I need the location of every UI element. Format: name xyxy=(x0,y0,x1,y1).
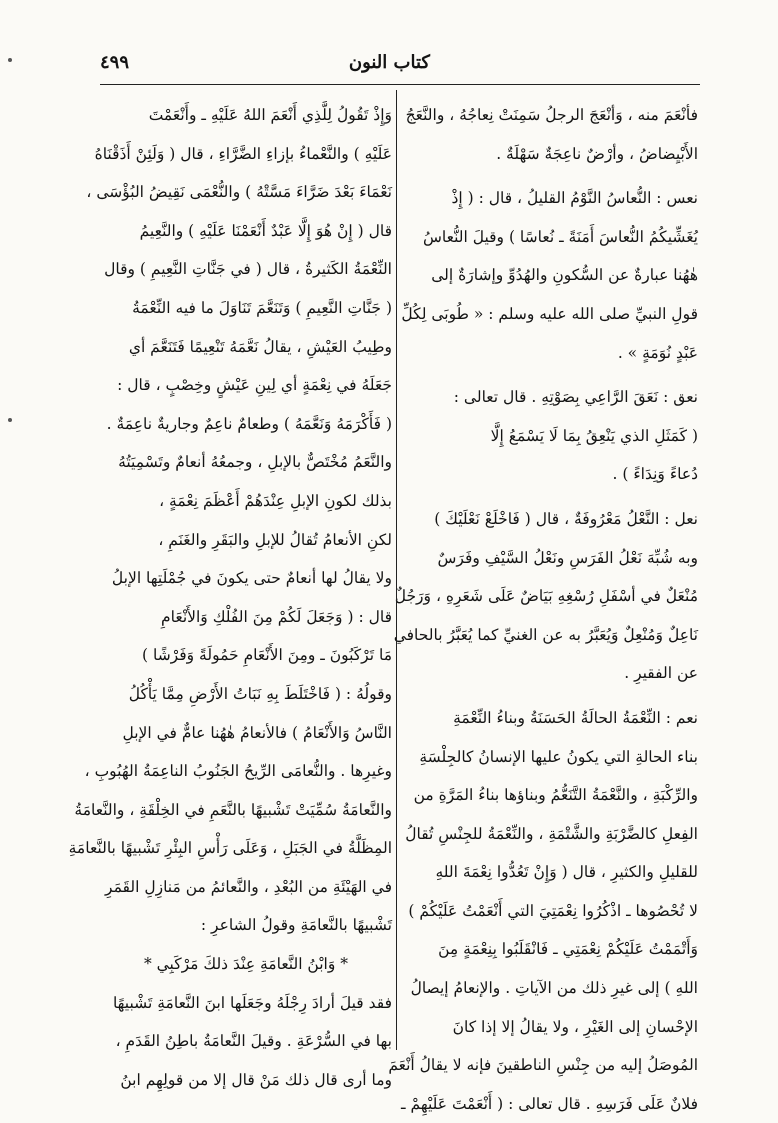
text-line: المِظَلَّةُ في الجَبَلِ ، وَعَلَى رَأْسِ البِئْرِ تَشْبيهًا بالنَّعامَةِ xyxy=(68,839,392,858)
verse-line: * وَابْنُ النَّعامَةِ عِنْدَ ذلكَ مَرْكَبِي * xyxy=(143,955,349,974)
left-column xyxy=(68,96,392,1089)
text-line: وطِيبُ العَيْشِ ، يقالُ نَعَّمَهُ تَنْعِيمًا فَتَنَعَّمَ أي xyxy=(128,337,392,356)
text-line: ( كَمَثَلِ الذي يَنْعِقُ بِمَا لَا يَسْمَعُ إِلَّا xyxy=(490,426,698,445)
text-line: ولا يقالُ لها أنعامٌ حتى يكونَ في جُمْلَتِها الإبلُ xyxy=(111,569,392,588)
text-line: بها في السُّرْعَةِ . وقيلَ النَّعامَةُ باطِنُ القَدَمِ ، xyxy=(115,1032,392,1051)
text-line: جَعَلَهُ في نِعْمَةٍ أي لِينِ عَيْشٍ وخِصْبٍ ، قال : xyxy=(117,376,392,395)
text-line: نَعْمَاءَ بَعْدَ ضَرَّاءَ مَسَّتْهُ ) والنُّعْمَى نَقِيضُ البُؤْسَى ، xyxy=(86,183,392,202)
text-line: دُعاءً وَنِدَاءً ) . xyxy=(612,465,698,484)
entry-naal xyxy=(393,500,698,693)
text-line: نعس : النُّعاسُ النَّوْمُ القليلُ ، قال : ( إِذْ xyxy=(451,189,698,208)
text-line: يُغَشِّيكُمُ النُّعاسَ أَمَنَةً ـ نُعاسًا ) وقيلَ النُّعاسُ xyxy=(422,227,698,246)
text-line: قال : ( وَجَعَلَ لَكُمْ مِنَ الفُلْكِ وَالأَنْعَامِ xyxy=(161,607,392,626)
text-line: فلانٌ عَلَى فَرَسِهِ . قال تعالى : ( أَنْعَمْتَ عَلَيْهِمْ ـ xyxy=(401,1094,698,1113)
text-line: وما أرى قال ذلك مَنْ قال إلا من قولِهِم ابنُ xyxy=(120,1070,392,1089)
text-line: بذلك لكونِ الإبلِ عِنْدَهُمْ أَعْظَمَ نِعْمَةٍ ، xyxy=(159,491,392,510)
text-line: في الهَيْئَةِ من البُعْدِ ، والنَّعائمُ من مَنازِلِ القَمَرِ xyxy=(105,877,392,896)
text-line: ( جَنَّاتِ النَّعِيمِ ) وَتَنَعَّمَ تَنَاوَلَ ما فيه النِّعْمَةُ xyxy=(132,298,392,317)
text-line: وقولُهُ : ( فَاخْتَلَطَ بِهِ نَبَاتُ الأَرْضِ مِمَّا يَأْكُلُ xyxy=(128,684,392,703)
text-line: نعل : النَّعْلُ مَعْرُوفَةٌ ، قال ( فَاخْلَعْ نَعْلَيْكَ ) xyxy=(434,509,698,528)
text-line: نعم : النِّعْمَةُ الحالَةُ الحَسَنَةُ وبناءُ النِّعْمَةِ xyxy=(453,708,698,727)
entry-naaqa xyxy=(402,378,698,494)
text-line: الأَبْيِضاضُ ، وأرْضٌ ناعِجَةٌ سَهْلَةٌ . xyxy=(496,144,698,163)
text-line: قال ( إِنْ هُوَ إِلَّا عَبْدٌ أَنْعَمْنَا عَلَيْهِ ) والنَّعِيمُ xyxy=(139,221,392,240)
text-line: بناء الحالةِ التي يكونُ عليها الإنسانُ كالجِلْسَةِ xyxy=(419,747,698,766)
text-line: وَأَتْمَمْتُ عَلَيْكُمْ نِعْمَتِي ـ فَانْقَلَبُوا بِنِعْمَةٍ مِنَ xyxy=(438,940,698,959)
text-line: وبه شُبِّهَ نَعْلُ الفَرَسِ ونَعْلُ السَّيْفِ وفَرَسٌ xyxy=(437,548,698,567)
text-line: النَّاسُ وَالأَنْعَامُ ) فالأنعامُ هٰهُنا عامٌّ في الإبلِ xyxy=(122,723,392,742)
entry-naaja xyxy=(402,96,698,173)
text-line: عن الفقيرِ . xyxy=(624,664,698,683)
entry-naam xyxy=(388,699,698,1123)
text-line: مُنْعَلٌ في أسْفَلِ رُسْغِهِ بَيَاضٌ عَلَى شَعَرِهِ ، وَرَجُلٌ xyxy=(394,587,698,606)
margin-speck xyxy=(8,58,12,62)
text-line: النِّعْمَةُ الكَثيرةُ ، قال ( في جَنَّاتِ النَّعِيمِ ) وقال xyxy=(104,260,392,279)
text-line: ( فَأَكْرَمَهُ وَنَعَّمَهُ ) وطعامٌ ناعِمٌ وجاريةٌ ناعِمَةٌ . xyxy=(106,414,392,433)
header-rule xyxy=(100,84,700,85)
margin-speck xyxy=(8,418,12,422)
text-line: الفِعلِ كالضَّرْبَةِ والشَّتْمَةِ ، والنِّعْمَةُ للجِنْسِ تُقالُ xyxy=(405,824,698,843)
text-line: المُوصَلُ إليه من جِنْسِ الناطقينَ فإنه لا يقالُ أَنْعَمَ xyxy=(388,1056,698,1075)
text-line: الإحْسانِ إلى الغَيْرِ ، ولا يقالُ إلا إذا كانَ xyxy=(452,1017,698,1036)
entry-naasa xyxy=(402,179,698,372)
text-line: تَشْبيهًا بالنَّعامَةِ وقولُ الشاعرِ : xyxy=(200,916,392,935)
text-line: للقليلِ والكثيرِ ، قال ( وَإِنْ تَعُدُّوا نِعْمَةَ اللهِ xyxy=(435,863,698,882)
text-line: وَإِذْ تَقُولُ لِلَّذِي أَنْعَمَ اللهُ عَلَيْهِ ـ وأَنْعَمْتَ xyxy=(148,106,392,124)
page-number: ٤٩٩ xyxy=(100,52,130,73)
text-line: عَلَيْهِ ) والنَّعْماءُ بإزاءِ الضَّرَّاءِ ، قال ( وَلَئِنْ أَذَقْنَاهُ xyxy=(94,144,392,163)
text-line: فقد قيلَ أرادَ رِجْلَهُ وجَعَلَها ابنَ النَّعامَةِ تَشْبيهًا xyxy=(112,993,392,1012)
text-line: عَبْدٍ نُوَمَةٍ » . xyxy=(617,343,698,362)
page-header xyxy=(100,52,700,80)
text-line: نَاعِلٌ وَمُنْعِلٌ وَيُعَبَّرُ به عن الغنيِّ كما يُعَبَّرُ بالحافي xyxy=(393,625,698,644)
text-line: والنَّعَمُ مُخْتَصٌّ بالإبلِ ، وجمعُهُ أنعامٌ وتَسْمِيَتُهُ xyxy=(118,453,392,472)
running-head: كتاب النون xyxy=(348,52,430,73)
text-line: هٰهُنا عبارةٌ عن السُّكونِ والهُدُوِّ وإشارَةٌ إلى xyxy=(431,266,698,285)
text-line: وغيرِها . والنُّعامَى الرِّيحُ الجَنُوبُ الناعِمَةُ الهُبُوبِ ، xyxy=(84,762,392,781)
text-line: مَا تَرْكَبُونَ ـ ومِنَ الأَنْعَامِ حَمُولَةً وَفَرْشًا ) xyxy=(142,646,392,665)
right-column xyxy=(388,96,698,1113)
text-line: والرِّكْبَةِ ، والنَّعْمَةُ التَّنَعُّمُ وبناؤها بناءُ المَرَّةِ من xyxy=(413,786,698,805)
text-line: فأنْعَمَ منه ، وَأنْعَجَ الرجلُ سَمِنَتْ نِعاجُهُ ، والنَّعَجُ xyxy=(405,106,698,124)
text-line: قولِ النبيِّ صلى الله عليه وسلم : « طُوبَى لِكُلِّ xyxy=(401,304,698,323)
column-divider xyxy=(396,90,397,1050)
text-line: لا تُحْصُوها ـ اذْكُرُوا نِعْمَتِيَ التي أَنْعَمْتُ عَلَيْكُمْ ) xyxy=(408,901,698,920)
text-line: لكنِ الأنعامُ تُقالُ للإبلِ والبَقَرِ والغَنَمِ ، xyxy=(158,530,392,549)
text-line: اللهِ ) إلى غيرِ ذلك من الآياتِ . والإنعامُ إيصالُ xyxy=(410,979,698,998)
text-line: نعق : نَعَقَ الرَّاعِي بِصَوْتِهِ . قال تعالى : xyxy=(453,388,698,407)
text-line: والنَّعامَةُ سُمِّيَتْ تَشْبيهًا بالنَّعَمِ في الخِلْقَةِ ، والنَّعامَةُ xyxy=(74,800,392,819)
